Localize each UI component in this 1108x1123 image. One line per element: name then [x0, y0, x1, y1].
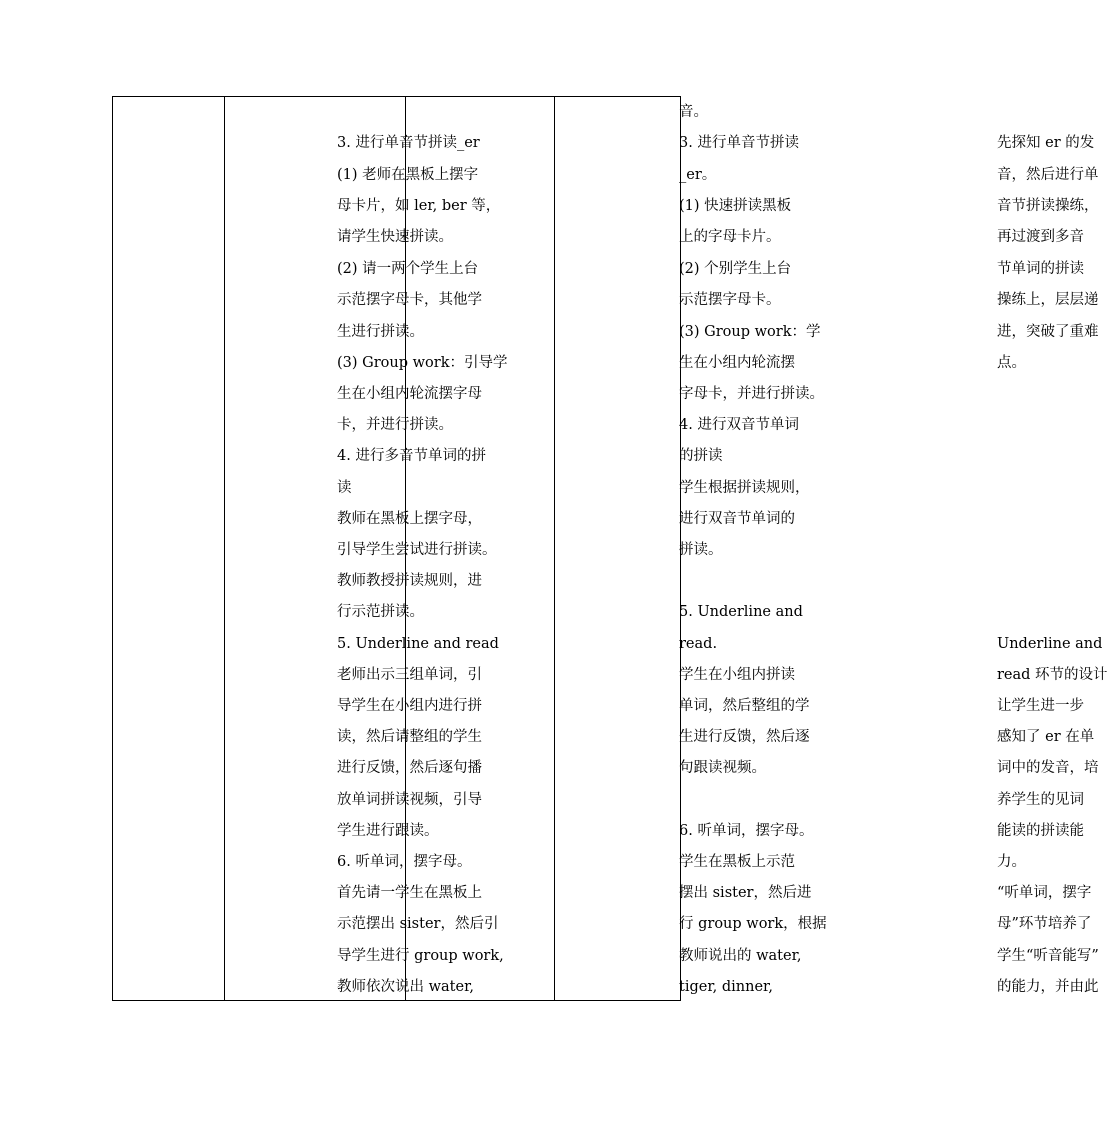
text-line: 生进行反馈，然后逐: [679, 729, 810, 745]
text-line: 母”环节培养了: [997, 916, 1092, 932]
text-line: read.: [679, 636, 718, 652]
text-line: 再过渡到多音: [997, 229, 1084, 245]
text-line: 示范摆出 sister，然后引: [337, 916, 499, 932]
text-line: 导学生进行 group work,: [337, 948, 504, 964]
text-line: 3. 进行单音节拼读: [679, 135, 799, 151]
text-line: 学生进行跟读。: [337, 823, 439, 839]
text-line: “听单词，摆字: [997, 885, 1092, 901]
text-line: 5. Underline and: [679, 604, 803, 620]
text-line: 感知了 er 在单: [997, 729, 1095, 745]
text-line: 拼读。: [679, 542, 723, 558]
text-line: 4. 进行双音节单词: [679, 417, 799, 433]
text-line: 的拼读: [679, 448, 723, 464]
text-line: 教师依次说出 water,: [337, 979, 475, 995]
text-line: Underline and: [997, 636, 1103, 652]
text-line: 5. Underline and read: [337, 636, 499, 652]
text-line: read 环节的设计: [997, 667, 1108, 683]
text-line: 养学生的见词: [997, 792, 1084, 808]
text-line: 音节拼读操练，: [997, 198, 1099, 214]
text-line: 学生根据拼读规则，: [679, 480, 810, 496]
text-line: 行示范拼读。: [337, 604, 424, 620]
text-line: (2) 请一两个学生上台: [337, 261, 479, 277]
text-line: 进，突破了重难: [997, 324, 1099, 340]
text-line: 母卡片，如 ler, ber 等，: [337, 198, 501, 214]
text-line: 音。: [679, 104, 708, 120]
text-line: 能读的拼读能: [997, 823, 1084, 839]
text-line: 引导学生尝试进行拼读。: [337, 542, 497, 558]
text-line: 读，然后请整组的学生: [337, 729, 482, 745]
text-line: 让学生进一步: [997, 698, 1084, 714]
text-line: 6. 听单词，摆字母。: [337, 854, 472, 870]
text-line: 点。: [997, 355, 1026, 371]
text-line: 请学生快速拼读。: [337, 229, 453, 245]
text-line: 词中的发音，培: [997, 760, 1099, 776]
text-line: (3) Group work：学: [679, 324, 821, 340]
text-line: 卡，并进行拼读。: [337, 417, 453, 433]
text-line: 音，然后进行单: [997, 167, 1099, 183]
text-line: 生在小组内轮流摆字母: [337, 386, 482, 402]
text-line: (2) 个别学生上台: [679, 261, 792, 277]
text-line: 力。: [997, 854, 1026, 870]
text-line: 示范摆字母卡。: [679, 292, 781, 308]
student-activity-column: [396, 97, 827, 1000]
text-line: 示范摆字母卡，其他学: [337, 292, 482, 308]
text-line: 节单词的拼读: [997, 261, 1084, 277]
text-line: 生进行拼读。: [337, 324, 424, 340]
text-line: 上的字母卡片。: [679, 229, 781, 245]
text-line: (1) 快速拼读黑板: [679, 198, 792, 214]
text-line: 教师教授拼读规则，进: [337, 573, 482, 589]
text-line: 4. 进行多音节单词的拼: [337, 448, 486, 464]
text-line: 先探知 er 的发: [997, 135, 1095, 151]
text-line: 行 group work，根据: [679, 916, 827, 932]
text-line: 教师说出的 water,: [679, 948, 802, 964]
text-line: 读: [337, 480, 352, 496]
text-line: 学生“听音能写”: [997, 948, 1099, 964]
text-line: (1) 老师在黑板上摆字: [337, 167, 479, 183]
text-line: 首先请一学生在黑板上: [337, 885, 482, 901]
text-line: 操练上，层层递: [997, 292, 1099, 308]
text-line: 句跟读视频。: [679, 760, 766, 776]
teacher-activity-column: [225, 97, 508, 1000]
text-line: 单词，然后整组的学: [679, 698, 810, 714]
text-line: 3. 进行单音节拼读_er: [337, 135, 480, 151]
text-line: 进行反馈，然后逐句播: [337, 760, 482, 776]
text-line: 学生在小组内拼读: [679, 667, 795, 683]
text-line: 生在小组内轮流摆: [679, 355, 795, 371]
text-line: _er。: [679, 167, 717, 183]
text-line: 放单词拼读视频，引导: [337, 792, 482, 808]
text-line: (3) Group work：引导学: [337, 355, 508, 371]
text-line: 6. 听单词，摆字母。: [679, 823, 814, 839]
text-line: 的能力，并由此: [997, 979, 1099, 995]
text-line: 摆出 sister，然后进: [679, 885, 812, 901]
text-line: 教师在黑板上摆字母，: [337, 511, 482, 527]
text-line: 导学生在小组内进行拼: [337, 698, 482, 714]
text-line: 进行双音节单词的: [679, 511, 795, 527]
text-line: 字母卡，并进行拼读。: [679, 386, 824, 402]
lesson-table: [112, 96, 1108, 1001]
text-line: 老师出示三组单词，引: [337, 667, 482, 683]
text-line: 学生在黑板上示范: [679, 854, 795, 870]
text-line: tiger, dinner,: [679, 979, 774, 995]
